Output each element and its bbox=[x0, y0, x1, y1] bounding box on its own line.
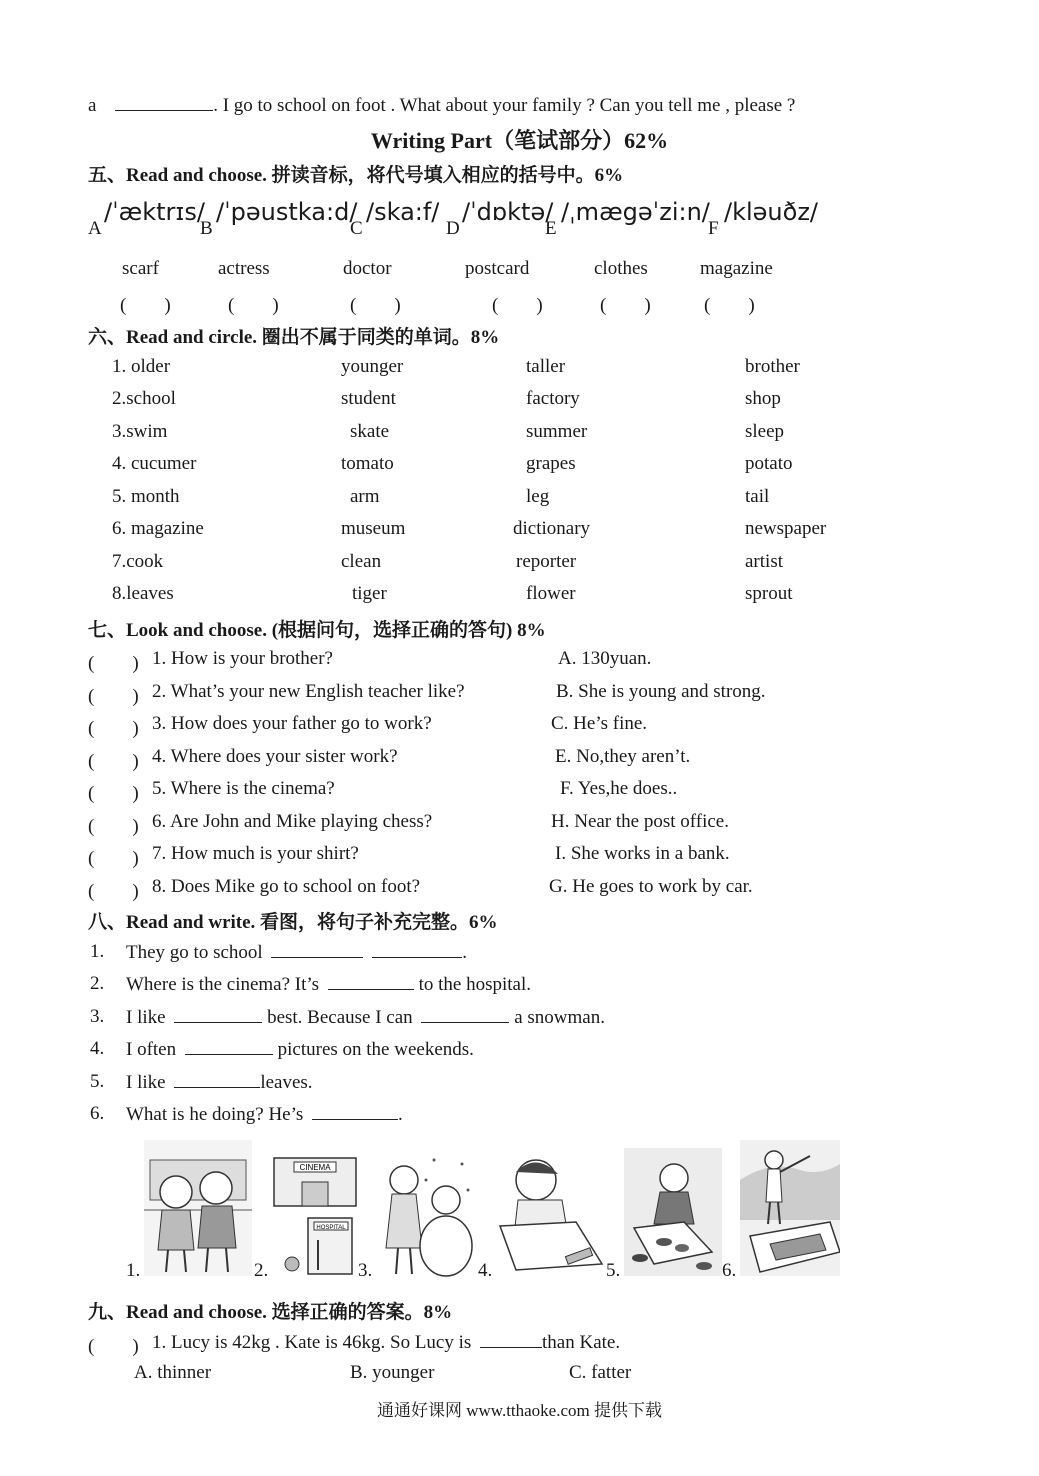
answer-paren[interactable]: ( ) bbox=[88, 686, 139, 707]
circle-word[interactable]: younger bbox=[341, 356, 404, 377]
item-number: 6. bbox=[90, 1103, 105, 1124]
circle-word[interactable]: 5. month bbox=[112, 486, 180, 507]
sentence-part: to the hospital. bbox=[418, 974, 531, 995]
question-text: 2. What’s your new English teacher like? bbox=[152, 681, 465, 702]
question-line bbox=[152, 1331, 620, 1354]
circle-word[interactable]: potato bbox=[745, 453, 793, 474]
item-number: 1. bbox=[90, 941, 105, 962]
item-number: 5. bbox=[90, 1071, 105, 1092]
word-postcard: postcard bbox=[465, 258, 530, 279]
sentence-part: I like bbox=[126, 1072, 166, 1093]
hospital-sign: HOSPITAL bbox=[316, 1225, 346, 1231]
picture-boy-drawing bbox=[496, 1152, 604, 1276]
answer-blank[interactable] bbox=[174, 1006, 262, 1023]
question-text: 8. Does Mike go to school on foot? bbox=[152, 876, 421, 897]
circle-word[interactable]: tiger bbox=[352, 583, 387, 604]
answer-paren[interactable]: ( ) bbox=[88, 881, 139, 902]
sentence-line bbox=[126, 1038, 474, 1061]
answer-paren[interactable]: ( ) bbox=[88, 783, 139, 804]
section9-heading: 九、Read and choose. 选择正确的答案。8% bbox=[88, 1302, 453, 1323]
answer-option: A. 130yuan. bbox=[558, 648, 652, 669]
answer-paren[interactable]: ( ) bbox=[228, 295, 279, 316]
picture-number: 3. bbox=[358, 1260, 373, 1281]
answer-paren[interactable]: ( ) bbox=[88, 653, 139, 674]
answer-blank[interactable] bbox=[271, 941, 363, 958]
picture-kids-walking bbox=[144, 1140, 252, 1276]
circle-word[interactable]: skate bbox=[350, 421, 390, 442]
intro-prefix: a bbox=[88, 95, 97, 116]
phonetic-letter-e: E bbox=[545, 218, 557, 239]
sentence-part: . bbox=[462, 942, 467, 963]
circle-word[interactable]: summer bbox=[526, 421, 588, 442]
section6-heading: 六、Read and circle. 圈出不属于同类的单词。8% bbox=[88, 327, 500, 348]
circle-word[interactable]: tomato bbox=[341, 453, 394, 474]
answer-paren[interactable]: ( ) bbox=[88, 848, 139, 869]
picture-leaves bbox=[624, 1148, 722, 1276]
circle-word[interactable]: tail bbox=[745, 486, 770, 507]
answer-paren[interactable]: ( ) bbox=[88, 1336, 139, 1357]
picture-boy-swimming bbox=[740, 1140, 840, 1276]
phonetic-letter-b: B bbox=[200, 218, 213, 239]
word-scarf: scarf bbox=[122, 258, 159, 279]
circle-word[interactable]: 4. cucumer bbox=[112, 453, 197, 474]
picture-number: 4. bbox=[478, 1260, 493, 1281]
answer-blank[interactable] bbox=[174, 1071, 260, 1088]
sentence-part: a snowman. bbox=[514, 1007, 605, 1028]
word-magazine: magazine bbox=[700, 258, 773, 279]
choice-option[interactable]: A. thinner bbox=[134, 1362, 212, 1383]
circle-word[interactable]: artist bbox=[745, 551, 783, 572]
phonetic-d: /ˈdɒktə/ bbox=[462, 198, 554, 226]
sentence-part: What is he doing? He’s bbox=[126, 1104, 304, 1125]
intro-line bbox=[88, 94, 795, 117]
answer-blank[interactable] bbox=[480, 1331, 542, 1348]
answer-paren[interactable]: ( ) bbox=[704, 295, 755, 316]
circle-word[interactable]: shop bbox=[745, 388, 781, 409]
answer-paren[interactable]: ( ) bbox=[88, 751, 139, 772]
picture-number: 6. bbox=[722, 1260, 737, 1281]
circle-word[interactable]: newspaper bbox=[745, 518, 827, 539]
circle-word[interactable]: grapes bbox=[526, 453, 576, 474]
question-text: 6. Are John and Mike playing chess? bbox=[152, 811, 433, 832]
picture-cinema-hospital bbox=[272, 1154, 358, 1278]
circle-word[interactable]: 7.cook bbox=[112, 551, 164, 572]
item-number: 3. bbox=[90, 1006, 105, 1027]
sentence-line bbox=[126, 1006, 605, 1029]
answer-blank[interactable] bbox=[421, 1006, 509, 1023]
sentence-line bbox=[126, 941, 467, 964]
circle-word[interactable]: taller bbox=[526, 356, 566, 377]
circle-word[interactable]: leg bbox=[526, 486, 550, 507]
question-text: 1. How is your brother? bbox=[152, 648, 333, 669]
question-text: 3. How does your father go to work? bbox=[152, 713, 432, 734]
circle-word[interactable]: factory bbox=[526, 388, 580, 409]
item-number: 4. bbox=[90, 1038, 105, 1059]
answer-paren[interactable]: ( ) bbox=[600, 295, 651, 316]
item-number: 2. bbox=[90, 973, 105, 994]
circle-word[interactable]: flower bbox=[526, 583, 576, 604]
sentence-part: I like bbox=[126, 1007, 166, 1028]
answer-option: C. He’s fine. bbox=[551, 713, 648, 734]
sentence-part: best. Because I can bbox=[267, 1007, 413, 1028]
section5-heading: 五、Read and choose. 拼读音标，将代号填入相应的括号中。6% bbox=[88, 165, 624, 186]
sentence-part: They go to school bbox=[126, 942, 263, 963]
question-text: 4. Where does your sister work? bbox=[152, 746, 398, 767]
answer-option: I. She works in a bank. bbox=[555, 843, 730, 864]
answer-blank[interactable] bbox=[115, 94, 213, 111]
picture-number: 1. bbox=[126, 1260, 141, 1281]
answer-blank[interactable] bbox=[185, 1038, 273, 1055]
circle-word[interactable]: clean bbox=[341, 551, 382, 572]
circle-word[interactable]: museum bbox=[341, 518, 406, 539]
circle-word[interactable]: 6. magazine bbox=[112, 518, 204, 539]
answer-option: G. He goes to work by car. bbox=[549, 876, 753, 897]
circle-word[interactable]: arm bbox=[350, 486, 380, 507]
question-text: 7. How much is your shirt? bbox=[152, 843, 359, 864]
sentence-part: I often bbox=[126, 1039, 177, 1060]
footer: 通通好课网 www.tthaoke.com 提供下载 bbox=[376, 1401, 663, 1420]
word-doctor: doctor bbox=[343, 258, 392, 279]
question-text-after: than Kate. bbox=[542, 1332, 621, 1353]
phonetic-a: /ˈæktrɪs/ bbox=[104, 198, 205, 226]
phonetic-letter-a: A bbox=[88, 218, 102, 239]
phonetic-b: /ˈpəustka:d/ bbox=[216, 198, 358, 226]
answer-option: E. No,they aren’t. bbox=[555, 746, 691, 767]
circle-word[interactable]: reporter bbox=[516, 551, 577, 572]
phonetic-letter-f: F bbox=[708, 218, 719, 239]
sentence-part: . bbox=[398, 1104, 403, 1125]
circle-word[interactable]: sleep bbox=[745, 421, 785, 442]
phonetic-c: /ska:f/ bbox=[366, 198, 440, 226]
circle-word[interactable]: student bbox=[341, 388, 396, 409]
answer-paren[interactable]: ( ) bbox=[492, 295, 543, 316]
circle-word[interactable]: 1. older bbox=[112, 356, 171, 377]
sentence-line bbox=[126, 1071, 313, 1094]
circle-word[interactable]: 3.swim bbox=[112, 421, 168, 442]
phonetic-f: /kləuðz/ bbox=[724, 198, 818, 226]
sentence-part: Where is the cinema? It’s bbox=[126, 974, 320, 995]
intro-suffix: . I go to school on foot . What about your family ? Can you tell me , please ? bbox=[213, 95, 796, 116]
cinema-sign: CINEMA bbox=[299, 1163, 331, 1172]
answer-option: H. Near the post office. bbox=[551, 811, 729, 832]
circle-word[interactable]: brother bbox=[745, 356, 800, 377]
answer-blank[interactable] bbox=[312, 1103, 398, 1120]
phonetic-letter-d: D bbox=[446, 218, 460, 239]
choice-option[interactable]: B. younger bbox=[350, 1362, 435, 1383]
answer-paren[interactable]: ( ) bbox=[88, 718, 139, 739]
answer-paren[interactable]: ( ) bbox=[88, 816, 139, 837]
sentence-line bbox=[126, 1103, 403, 1126]
answer-paren[interactable]: ( ) bbox=[120, 295, 171, 316]
answer-option: B. She is young and strong. bbox=[556, 681, 766, 702]
phonetic-letter-c: C bbox=[350, 218, 363, 239]
answer-blank[interactable] bbox=[328, 973, 414, 990]
answer-paren[interactable]: ( ) bbox=[350, 295, 401, 316]
section8-heading: 八、Read and write. 看图，将句子补充完整。6% bbox=[88, 912, 498, 933]
sentence-line bbox=[126, 973, 531, 996]
page-title: Writing Part（笔试部分）62% bbox=[370, 128, 669, 153]
phonetic-e: /ˌmægəˈzi:n/ bbox=[561, 198, 710, 226]
circle-word[interactable]: sprout bbox=[745, 583, 793, 604]
answer-option: F. Yes,he does.. bbox=[560, 778, 678, 799]
choice-option[interactable]: C. fatter bbox=[569, 1362, 632, 1383]
circle-word[interactable]: 2.school bbox=[112, 388, 176, 409]
picture-number: 2. bbox=[254, 1260, 269, 1281]
question-text: 5. Where is the cinema? bbox=[152, 778, 335, 799]
sentence-part: leaves. bbox=[260, 1072, 313, 1093]
circle-word[interactable]: dictionary bbox=[513, 518, 591, 539]
word-actress: actress bbox=[218, 258, 270, 279]
answer-blank[interactable] bbox=[372, 941, 462, 958]
question-text: 1. Lucy is 42kg . Kate is 46kg. So Lucy is bbox=[152, 1332, 472, 1353]
picture-girl-snowman bbox=[376, 1150, 474, 1280]
section7-heading: 七、Look and choose. (根据问句，选择正确的答句) 8% bbox=[88, 620, 546, 641]
circle-word[interactable]: 8.leaves bbox=[112, 583, 174, 604]
word-clothes: clothes bbox=[594, 258, 648, 279]
sentence-part: pictures on the weekends. bbox=[277, 1039, 474, 1060]
picture-number: 5. bbox=[606, 1260, 621, 1281]
